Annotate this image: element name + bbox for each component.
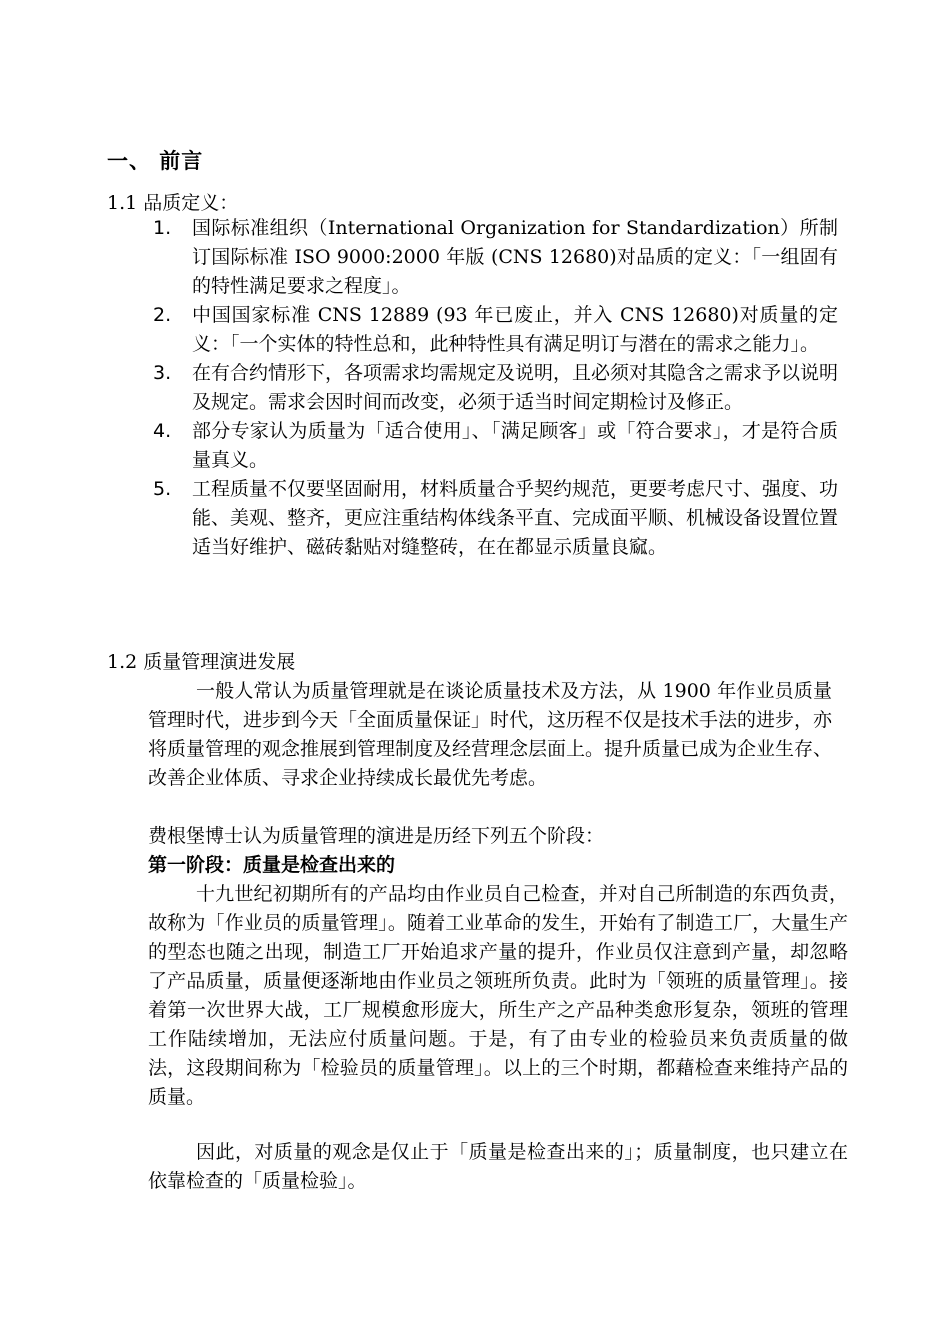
list-item-number: 2. bbox=[153, 304, 172, 326]
stage-1-heading: 第一阶段：质量是检查出来的 bbox=[148, 854, 396, 876]
list-item-text: 国际标准组织（International Organization for Standardization）所制订国际标准 ISO 9000:2000 年版 (CNS 12680)对品质的定义：「一组固有的特性满足要求之程度」。 bbox=[192, 217, 838, 297]
stage-1-conclusion: 因此，对质量的观念是仅止于「质量是检查出来的」；质量制度，也只建立在依靠检查的「质量检验」。 bbox=[148, 1141, 848, 1192]
stage-1-paragraph: 十九世纪初期所有的产品均由作业员自己检查，并对自己所制造的东西负责，故称为「作业员的质量管理」。随着工业革命的发生，开始有了制造工厂，大量生产的型态也随之出现，制造工厂开始追求产量的提升，作业员仅注意到产量，却忽略了产品质量，质量便逐渐地由作业员之领班所负责。此时为「领班的质量管理」。接着第一次世界大战，工厂规模愈形庞大，所生产之产品种类愈形复杂，领班的管理工作陆续增加，无法应付质量问题。于是，有了由专业的检验员来负责质量的做法，这段期间称为「检验员的质量管理」。以上的三个时期，都藉检查来维持产品的质量。 bbox=[148, 883, 848, 1108]
list-item-number: 1. bbox=[153, 217, 172, 239]
list-item-number: 3. bbox=[153, 362, 172, 384]
chapter-title: 一、 前言 bbox=[107, 149, 204, 173]
list-item-number: 5. bbox=[153, 478, 172, 500]
list-item-number: 4. bbox=[153, 420, 172, 442]
list-item-text: 在有合约情形下，各项需求均需规定及说明，且必须对其隐含之需求予以说明及规定。需求会因时间而改变，必须于适当时间定期检讨及修正。 bbox=[192, 362, 839, 413]
list-item bbox=[150, 359, 838, 417]
intro-paragraph: 一般人常认为质量管理就是在谈论质量技术及方法，从 1900 年作业员质量管理时代，进步到今天「全面质量保证」时代，这历程不仅是技术手法的进步，亦将质量管理的观念推展到管理制度及经营理念层面上。提升质量已成为企业生存、改善企业体质、寻求企业持续成长最优先考虑。 bbox=[148, 680, 833, 789]
section-heading-1-1: 1.1 品质定义： bbox=[107, 192, 239, 214]
list-item bbox=[150, 475, 838, 562]
section-heading-1-2: 1.2 质量管理演进发展 bbox=[107, 651, 296, 673]
list-item-text: 部分专家认为质量为「适合使用」、「满足顾客」或「符合要求」，才是符合质量真义。 bbox=[192, 420, 838, 471]
list-item bbox=[150, 417, 838, 475]
list-item-text: 中国国家标准 CNS 12889 (93 年已废止，并入 CNS 12680)对质量的定义：「一个实体的特性总和，此种特性具有满足明订与潜在的需求之能力」。 bbox=[192, 304, 838, 355]
stages-intro: 费根堡博士认为质量管理的演进是历经下列五个阶段： bbox=[148, 825, 605, 847]
definition-list bbox=[150, 214, 838, 562]
list-item bbox=[150, 214, 838, 301]
list-item bbox=[150, 301, 838, 359]
list-item-text: 工程质量不仅要坚固耐用，材料质量合乎契约规范，更要考虑尺寸、强度、功能、美观、整齐，更应注重结构体线条平直、完成面平顺、机械设备设置位置适当好维护、磁砖黏贴对缝整砖，在在都显示质量良窳。 bbox=[192, 478, 839, 558]
